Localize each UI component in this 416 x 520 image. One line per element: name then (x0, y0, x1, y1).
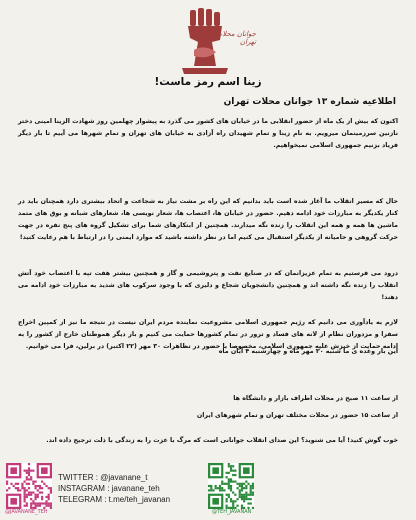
qr-left-caption: @JAVANANE_TEH (5, 509, 48, 515)
paragraph-3: درود می فرستیم به تمام عزیزانمان که در صنایع نفت و پتروشیمی و گاز و همچنین بیشتر هفت تپه با اعتصاب خود آتش انقلاب را زنده نگه داشته اند و همچنین دانشجویان شجاع و دلیری که با وجود سرکوب های شدید به مبارزات خود ادامه می دهند! (18, 270, 398, 301)
motto: زینا اسم رمز ماست! (154, 76, 262, 88)
paragraph-2: حال که مسیر انقلاب ما آغاز شده است باید بدانیم که این راه بر مشت نیاز به شجاعت و اتحاد بیشتری دارد همچنان باید در کنار یکدیگر به مبارزات خود ادامه دهیم. حضور در خیابان ها، اعتصاب ها، شعار نویسی ها، شعارهای شبانه و بوق های متمد ماشین ها همه و همه این انقلاب را زنده نگه میدارند. همچنین از ابتکارهای شما برای تشکیل گروه های پنج نفره در جهت حرکت گروهی و حامیانه از یکدیگر استقبال می کنیم اما در نظر داشته باشید که موارد ایمنی را در ارتباط با هم رعایت کنید! (18, 198, 398, 241)
schedule-item-2: از ساعت ۱۵ حضور در محلات مختلف تهران و تمام شهرهای ایران (196, 412, 398, 419)
schedule-item-1: از ساعت ۱۱ صبح در محلات اطراف بازار و دانشگاه ها (233, 395, 398, 402)
telegram-link[interactable]: TELEGRAM : t.me/teh_javanan (58, 495, 171, 504)
closing-text: خوب گوش کنید! آیا می شنوید؟ این صدای انقلاب جوانانی است که مرگ با عزت را به زندگی با ذلت ترجیح داده اند. (46, 437, 398, 444)
social-links (58, 472, 170, 505)
qr-right-caption: @TEH_JAVANAN (212, 509, 252, 515)
instagram-link[interactable]: INSTAGRAM : javanane_teh (58, 484, 160, 493)
twitter-link[interactable]: TWITTER : @javanane_t (58, 473, 148, 482)
paragraph-4: لازم به یادآوری می دانیم که رژیم جمهوری اسلامی مشروعیت نماینده مردم ایران نیست در نتیجه ما نیز از کمپین اخراج سفرا و مزدوران نظام از لانه های فساد و ترور در تمام کشورها حمایت می کنیم و بار دیگر هموطنان خارج از کشور را به ادامه حمایت از خیزش علیه جمهوری اسلامی، مخصوصا با حضور در تظاهرات ۳۰ مهر (۲۲ اکتبر) در برلین، فرا می خوانیم. (18, 319, 398, 350)
paragraph-1: اکنون که بیش از یک ماه از حضور انقلابی ما در خیابان های کشور می گذرد به پیشواز چهلمین روز شهادت الزینا امینی دختر نازنین سرزمینمان میرویم. به نام زینا و تمام شهیدان راه آزادی به خیابان های تهران و تمام شهرها می آییم تا بار دیگر فریاد بزنیم جمهوری اسلامی نمیخواهیم. (18, 118, 398, 149)
page-title: اطلاعیه شماره ۱۳ جوانان محلات تهران (223, 97, 396, 107)
paragraph-5: این بار وعده ی ما شنبه ۳۰ مهر ماه و چهارشنبه ۴ آبان ماه (218, 348, 398, 355)
logo-text: جوانان محلات تهران (215, 30, 256, 46)
instagram-qr-icon[interactable] (6, 463, 52, 509)
telegram-qr-icon[interactable] (208, 463, 254, 509)
